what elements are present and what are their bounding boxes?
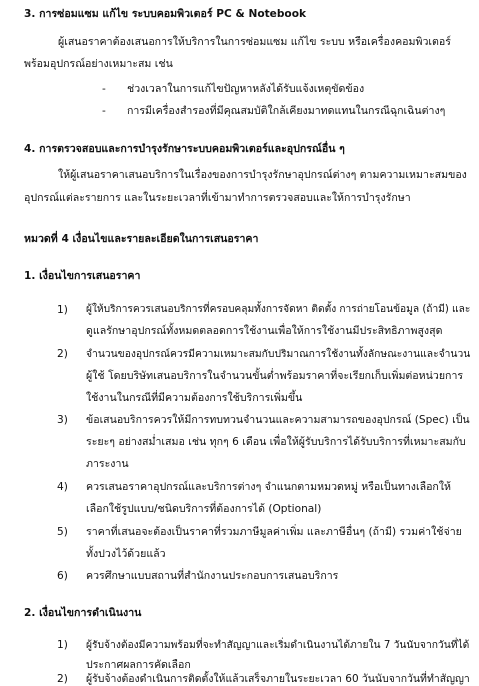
item-number: 6) (57, 570, 68, 582)
item-number: 5) (57, 526, 68, 538)
section-3-heading: 3. การซ่อมแซม แก้ไข ระบบคอมพิวเตอร์ PC & Notebook (24, 8, 307, 20)
section-4-para-line-1: ให้ผู้เสนอราคาเสนอบริการในเรื่องของการบำรุงรักษาอุปกรณ์ต่างๆ ตามความเหมาะสมของ (58, 169, 467, 181)
item-number: 1) (57, 304, 68, 316)
item-line: เลือกใช้รูปแบบ/ชนิดบริการที่ต้องการได้ (Optional) (86, 503, 322, 515)
item-line: ผู้รับจ้างต้องมีความพร้อมที่จะทำสัญญาและเริ่มดำเนินงานได้ภายใน 7 วันนับจากวันที่ได้ (86, 639, 470, 651)
item-line: ควรเสนอราคาอุปกรณ์และบริการต่างๆ จำแนกตามหมวดหมู่ หรือเป็นทางเลือกให้ (86, 481, 451, 493)
item-number: 2) (57, 673, 68, 685)
item-line: ทั้งปวงไว้ด้วยแล้ว (86, 548, 166, 560)
item-line: ระยะๆ อย่างสม่ำเสมอ เช่น ทุกๆ 6 เดือน เพื่อให้ผู้รับบริการได้รับบริการที่เหมาะสมกับ (86, 436, 466, 448)
chapter-heading: หมวดที่ 4 เงื่อนไขและรายละเอียดในการเสนอราคา (24, 233, 259, 245)
section-4-heading: 4. การตรวจสอบและการบำรุงรักษาระบบคอมพิวเตอร์และอุปกรณ์อื่น ๆ (24, 143, 345, 155)
item-line: ผู้ใช้ โดยบริษัทเสนอบริการในจำนวนขั้นต่ำพร้อมราคาที่จะเรียกเก็บเพิ่มต่อหน่วยการ (86, 370, 464, 382)
conditions-operation-heading: 2. เงื่อนไขการดำเนินงาน (24, 607, 142, 619)
section-3-para-line-2: พร้อมอุปกรณ์อย่างเหมาะสม เช่น (24, 58, 173, 70)
item-number: 3) (57, 414, 68, 426)
conditions-offer-heading: 1. เงื่อนไขการเสนอราคา (24, 270, 141, 282)
item-line: ใช้งานในกรณีที่มีความต้องการใช้บริการเพิ่มขึ้น (86, 392, 303, 404)
bullet-item: ช่วงเวลาในการแก้ไขปัญหาหลังได้รับแจ้งเหตุขัดข้อง (127, 83, 365, 95)
bullet-mark: - (102, 105, 106, 117)
item-line: ควรศึกษาแบบสถานที่สำนักงานประกอบการเสนอบริการ (86, 570, 339, 582)
item-line: ประกาศผลการคัดเลือก (86, 659, 191, 671)
section-3-para-line-1: ผู้เสนอราคาต้องเสนอการให้บริการในการซ่อมแซม แก้ไข ระบบ หรือเครื่องคอมพิวเตอร์ (58, 36, 451, 48)
item-line: ข้อเสนอบริการควรให้มีการทบทวนจำนวนและความสามารถของอุปกรณ์ (Spec) เป็น (86, 414, 470, 426)
item-line: ผู้รับจ้างต้องดำเนินการติดตั้งให้แล้วเสร็จภายในระยะเวลา 60 วันนับจากวันที่ทำสัญญา (86, 673, 470, 685)
item-number: 4) (57, 481, 68, 493)
item-line: จำนวนของอุปกรณ์ควรมีความเหมาะสมกับปริมาณการใช้งานทั้งลักษณะงานและจำนวน (86, 348, 471, 360)
bullet-item: การมีเครื่องสำรองที่มีคุณสมบัติใกล้เคียงมาทดแทนในกรณีฉุกเฉินต่างๆ (127, 105, 446, 117)
item-line: ผู้ให้บริการควรเสนอบริการที่ครอบคลุมทั้งการจัดหา ติดตั้ง การถ่ายโอนข้อมูล (ถ้ามี) และ (86, 304, 471, 315)
section-4-para-line-2: อุปกรณ์แต่ละรายการ และในระยะเวลาที่เข้ามาทำการตรวจสอบและให้การบำรุงรักษา (24, 192, 411, 204)
item-line: ดูแลรักษาอุปกรณ์ทั้งหมดตลอดการใช้งานเพื่อให้การใช้งานมีประสิทธิภาพสูงสุด (86, 325, 443, 337)
item-line: ราคาที่เสนอจะต้องเป็นราคาที่รวมภาษีมูลค่าเพิ่ม และภาษีอื่นๆ (ถ้ามี) รวมค่าใช้จ่าย (86, 526, 462, 538)
item-number: 1) (57, 639, 68, 651)
item-line: ภาระงาน (86, 458, 129, 470)
item-number: 2) (57, 348, 68, 360)
bullet-mark: - (102, 83, 106, 95)
